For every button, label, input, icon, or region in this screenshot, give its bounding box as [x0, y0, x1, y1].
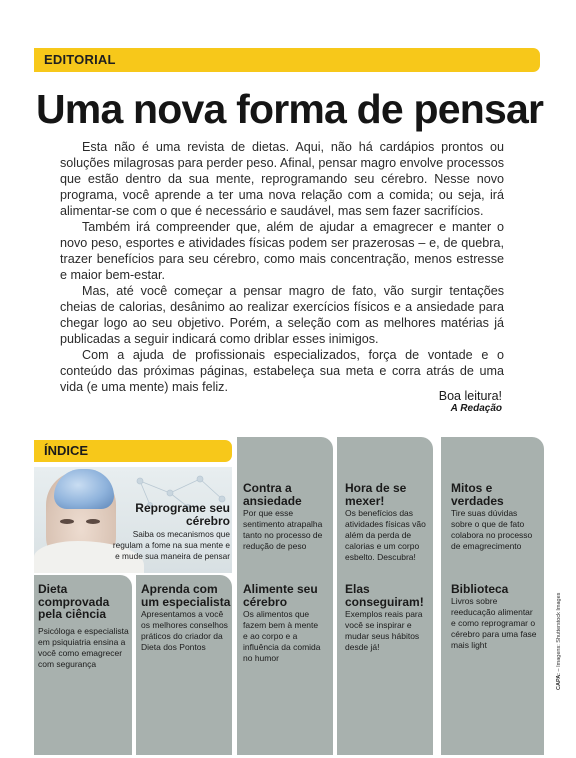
editorial-article	[60, 139, 504, 395]
index-entry-title[interactable]: Dieta comprovada pela ciência	[38, 582, 110, 621]
brain-icon	[54, 469, 114, 509]
featured-description: Saiba os mecanismos que regulam a fome na sua mente e e mude sua maneira de pensar	[112, 529, 230, 561]
article-paragraph: Esta não é uma revista de dietas. Aqui, não há cardápios prontos ou soluções milagrosas para perder peso. Afinal, pensar magro envolve processos que estão dentro da sua mente, reprogramando seu cérebro. Nesse novo programa, você aprende a ter uma nova relação com a comida; ou seja, irá alimentar-se com o que é necessário e saudável, mas sem fazer sacrifícios.	[60, 140, 504, 218]
signature: A Redação	[450, 403, 502, 414]
index-entry-description: Livros sobre reeducação alimentar e como reprogramar o cérebro para uma fase mais light	[451, 596, 537, 650]
article-paragraph: Mas, até você começar a pensar magro de fato, vão surgir tentações cheias de calorias, desânimo ao realizar exercícios físicos e a ansiedade para chegar logo ao seu objetivo. Porém, a seleção com as melhores matérias já publicadas a seguir indicará como driblar esses inimigos.	[60, 284, 504, 346]
signoff	[439, 389, 502, 415]
closing-text: Boa leitura!	[438, 389, 502, 403]
index-entry-description: Psicóloga e especialista em psiquiatria ensina a você como emagrecer com segurança	[38, 626, 129, 669]
featured-title[interactable]: Reprograme seu cérebro	[135, 501, 230, 528]
article-paragraph: Com a ajuda de profissionais especializados, força de vontade e o conteúdo das próximas páginas, estabeleça sua meta e corra atrás de uma vida (e uma mente) mais feliz.	[60, 348, 504, 394]
section-tag-bar	[34, 48, 540, 72]
index-entry-title[interactable]: Mitos e verdades	[451, 481, 504, 508]
image-credit: CAPA: – Imagens: Shutterstock Images	[556, 592, 562, 690]
article-paragraph: Também irá compreender que, além de ajudar a emagrecer e manter o novo peso, esportes e atividades físicas podem ser prazerosas – e, de quebra, trazer benefícios para seu cérebro, como mais concentração, menos estresse e maior bem-estar.	[60, 220, 504, 282]
index-tag-bar	[34, 440, 232, 462]
index-entry-description: Apresentamos a você os melhores conselhos práticos do criador da Dieta dos Pontos	[141, 609, 228, 652]
index-entry-title[interactable]: Elas conseguiram!	[345, 582, 424, 609]
index-entry-title[interactable]: Contra a ansiedade	[243, 481, 302, 508]
index-entry-title[interactable]: Hora de se mexer!	[345, 481, 407, 508]
headline: Uma nova forma de pensar	[36, 86, 544, 132]
index-entry-title[interactable]: Aprenda com um especialista	[141, 582, 231, 609]
index-tag: ÍNDICE	[44, 443, 89, 458]
index-entry-description: Os alimentos que fazem bem à mente e ao corpo e a influência da comida no humor	[243, 609, 321, 663]
index-entry-description: Os benefícios das atividades físicas vão além da perda de calorias e um corpo esbelto. Descubra!	[345, 508, 426, 562]
index-entry-title[interactable]: Biblioteca	[451, 582, 509, 596]
section-tag: EDITORIAL	[44, 52, 116, 67]
index-entry-description: Tire suas dúvidas sobre o que de fato colabora no processo de emagrecimento	[451, 508, 533, 551]
index-entry-description: Exemplos reais para você se inspirar e mudar seus hábitos desde já!	[345, 609, 423, 652]
index-entry-title[interactable]: Alimente seu cérebro	[243, 582, 318, 609]
index-entry-description: Por que esse sentimento atrapalha tanto no processo de redução de peso	[243, 508, 323, 551]
